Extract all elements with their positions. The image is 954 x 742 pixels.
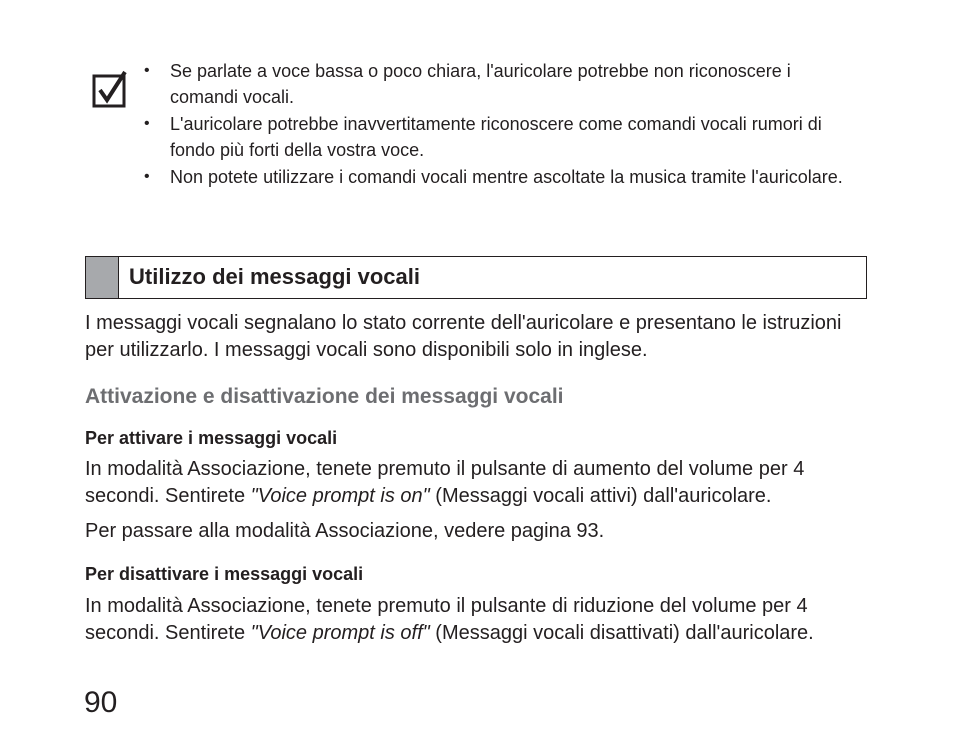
checkbox-check-icon xyxy=(92,70,128,108)
note-text: Non potete utilizzare i comandi vocali mentre ascoltate la musica tramite l'auricolare. xyxy=(170,167,843,187)
bullet: • xyxy=(144,168,150,185)
disable-instructions xyxy=(85,593,875,647)
enable-prompt: "Voice prompt is on" xyxy=(250,485,430,507)
section-intro: I messaggi vocali segnalano lo stato corrente dell'auricolare e presentano le istruzioni per utilizzarlo. I messaggi vocali sono disponibili solo in inglese. xyxy=(85,312,842,361)
enable-text-before: In modalità Associazione, tenete premuto il pulsante di aumento del volume per 4 secondi. Sentirete xyxy=(85,458,805,507)
enable-heading: Per attivare i messaggi vocali xyxy=(85,428,338,448)
enable-text-after: (Messaggi vocali attivi) dall'auricolare. xyxy=(429,485,772,507)
disable-prompt: "Voice prompt is off" xyxy=(250,622,430,644)
page-number: 90 xyxy=(84,686,118,719)
note-list xyxy=(142,58,862,191)
section-header xyxy=(85,256,867,299)
subsection-title: Attivazione e disattivazione dei messaggi vocali xyxy=(85,385,564,408)
section-title: Utilizzo dei messaggi vocali xyxy=(129,264,420,289)
bullet: • xyxy=(144,115,150,132)
disable-text-after: (Messaggi vocali disattivati) dall'auricolare. xyxy=(429,622,814,644)
note-item xyxy=(142,111,862,163)
enable-instructions xyxy=(85,456,875,510)
section-marker xyxy=(86,257,119,298)
pairing-reference: Per passare alla modalità Associazione, vedere pagina 93. xyxy=(85,520,605,542)
disable-text-before: In modalità Associazione, tenete premuto il pulsante di riduzione del volume per 4 secondi. Sentirete xyxy=(85,595,808,644)
bullet: • xyxy=(144,62,150,79)
note-item xyxy=(142,164,862,190)
disable-heading: Per disattivare i messaggi vocali xyxy=(85,564,364,584)
note-text: Se parlate a voce bassa o poco chiara, l'auricolare potrebbe non riconoscere i comandi vocali. xyxy=(170,61,791,107)
note-item xyxy=(142,58,862,110)
note-text: L'auricolare potrebbe inavvertitamente riconoscere come comandi vocali rumori di fondo più forti della vostra voce. xyxy=(170,114,822,160)
